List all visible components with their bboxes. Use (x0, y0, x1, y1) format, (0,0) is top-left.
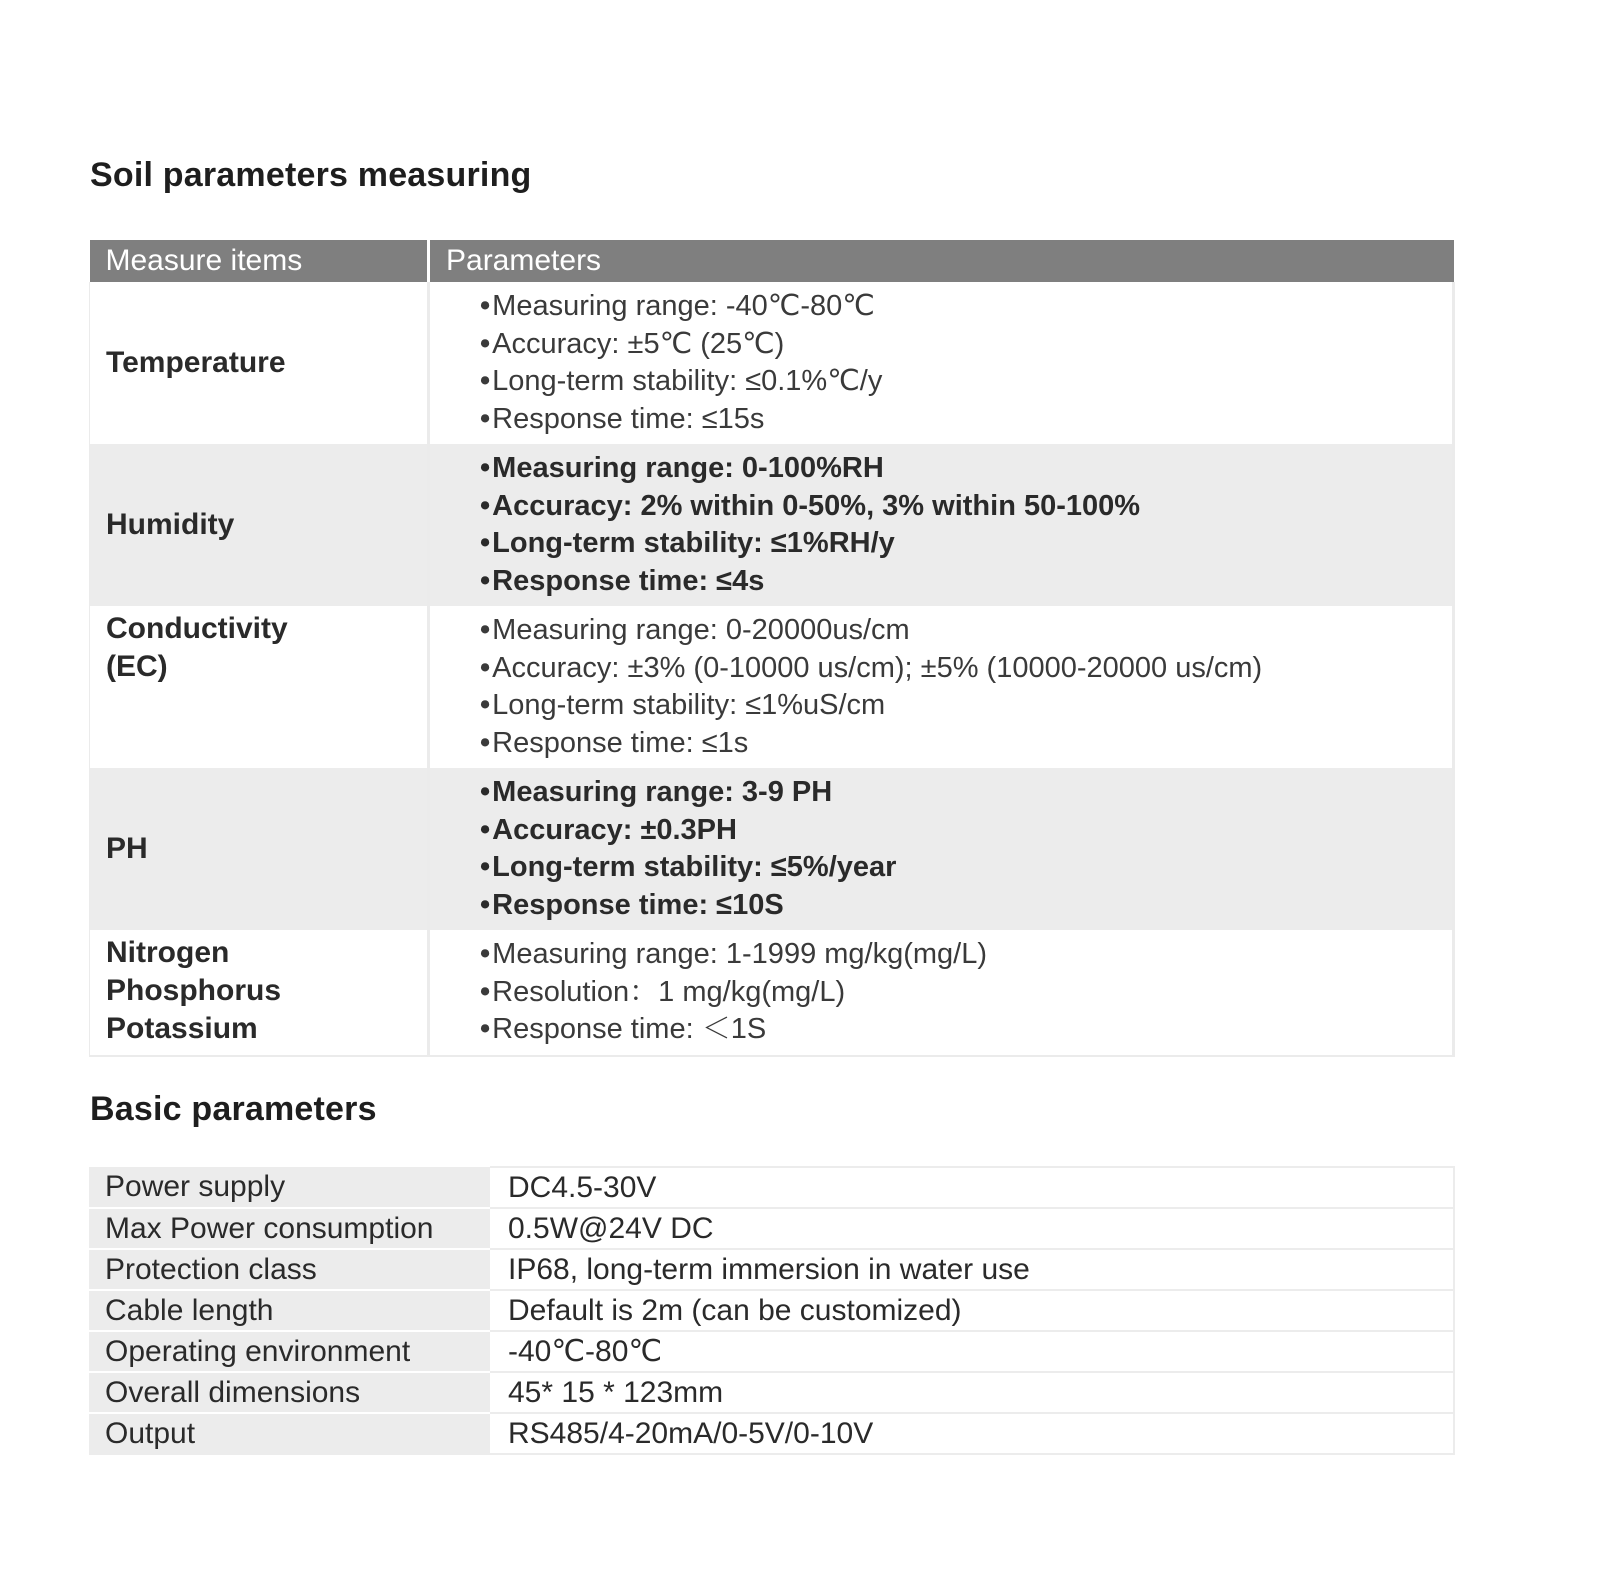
table-row-conductivity (90, 606, 1454, 768)
basic-param-label: Output (89, 1413, 490, 1454)
parameters-cell (429, 606, 1454, 768)
param-line: •Long-term stability: ≤5%/year (480, 851, 897, 883)
param-line: •Long-term stability: ≤1%RH/y (480, 527, 895, 559)
param-line: •Accuracy: 2% within 0-50%, 3% within 50-100% (480, 489, 1141, 522)
measure-item-conductivity (90, 606, 429, 768)
table-row (89, 1167, 1454, 1208)
table-row (89, 1249, 1454, 1290)
basic-param-value: 0.5W@24V DC (490, 1208, 1454, 1249)
table-row-temperature (90, 282, 1454, 444)
basic-param-value: 45* 15 * 123mm (490, 1372, 1454, 1413)
table-row (89, 1413, 1454, 1454)
measure-item-label: Conductivity (106, 612, 288, 645)
table-row-ph (90, 768, 1454, 930)
table-row (89, 1208, 1454, 1249)
basic-parameters-title: Basic parameters (90, 1090, 377, 1128)
param-line: •Response time: ≤1s (480, 726, 749, 759)
param-line: •Accuracy: ±0.3PH (480, 813, 737, 846)
basic-param-label: Power supply (89, 1167, 490, 1208)
table-row (89, 1372, 1454, 1413)
basic-param-value: RS485/4-20mA/0-5V/0-10V (490, 1413, 1454, 1454)
basic-param-value: -40℃-80℃ (490, 1331, 1454, 1372)
header-parameters: Parameters (429, 240, 1454, 282)
header-measure-items: Measure items (90, 240, 429, 282)
measure-item-npk (90, 930, 429, 1056)
param-line: •Response time: ＜1S (480, 1013, 767, 1045)
param-line: •Resolution：1 mg/kg(mg/L) (480, 975, 846, 1008)
measure-item-label: PH (106, 832, 148, 865)
measure-item-label: (EC) (106, 650, 168, 683)
basic-param-label: Protection class (89, 1249, 490, 1290)
param-line: •Measuring range: 0-20000us/cm (480, 614, 910, 646)
parameters-cell (429, 282, 1454, 444)
param-line: •Measuring range: 0-100%RH (480, 452, 884, 484)
param-line: •Response time: ≤10S (480, 888, 784, 921)
basic-param-value: Default is 2m (can be customized) (490, 1290, 1454, 1331)
param-line: •Response time: ≤15s (480, 402, 765, 435)
measure-item-label: Phosphorus (106, 974, 282, 1007)
parameters-cell (429, 444, 1454, 606)
measure-item-ph (90, 768, 429, 930)
table-row (89, 1331, 1454, 1372)
basic-param-value: DC4.5-30V (490, 1167, 1454, 1208)
soil-parameters-title: Soil parameters measuring (90, 156, 532, 194)
basic-param-label: Cable length (89, 1290, 490, 1331)
basic-param-value: IP68, long-term immersion in water use (490, 1249, 1454, 1290)
measure-item-label: Potassium (106, 1012, 258, 1045)
measure-item-label: Humidity (106, 508, 235, 541)
basic-param-label: Overall dimensions (89, 1372, 490, 1413)
param-line: •Measuring range: -40℃-80℃ (480, 290, 875, 322)
soil-parameters-table (89, 240, 1455, 1057)
measure-item-label: Temperature (106, 346, 286, 379)
param-line: •Long-term stability: ≤1%uS/cm (480, 689, 886, 721)
basic-parameters-table (89, 1166, 1455, 1455)
parameters-cell (429, 768, 1454, 930)
table-row-npk (90, 930, 1454, 1056)
param-line: •Accuracy: ±5℃ (25℃) (480, 327, 785, 360)
table-row (89, 1290, 1454, 1331)
table-header-row (90, 240, 1454, 282)
param-line: •Measuring range: 3-9 PH (480, 776, 833, 808)
measure-item-label: Nitrogen (106, 936, 230, 969)
parameters-cell (429, 930, 1454, 1056)
basic-param-label: Operating environment (89, 1331, 490, 1372)
param-line: •Long-term stability: ≤0.1%℃/y (480, 365, 883, 397)
measure-item-humidity (90, 444, 429, 606)
table-row-humidity (90, 444, 1454, 606)
param-line: •Measuring range: 1-1999 mg/kg(mg/L) (480, 938, 988, 970)
basic-param-label: Max Power consumption (89, 1208, 490, 1249)
param-line: •Accuracy: ±3% (0-10000 us/cm); ±5% (10000-20000 us/cm) (480, 651, 1263, 684)
param-line: •Response time: ≤4s (480, 564, 765, 597)
measure-item-temperature (90, 282, 429, 444)
